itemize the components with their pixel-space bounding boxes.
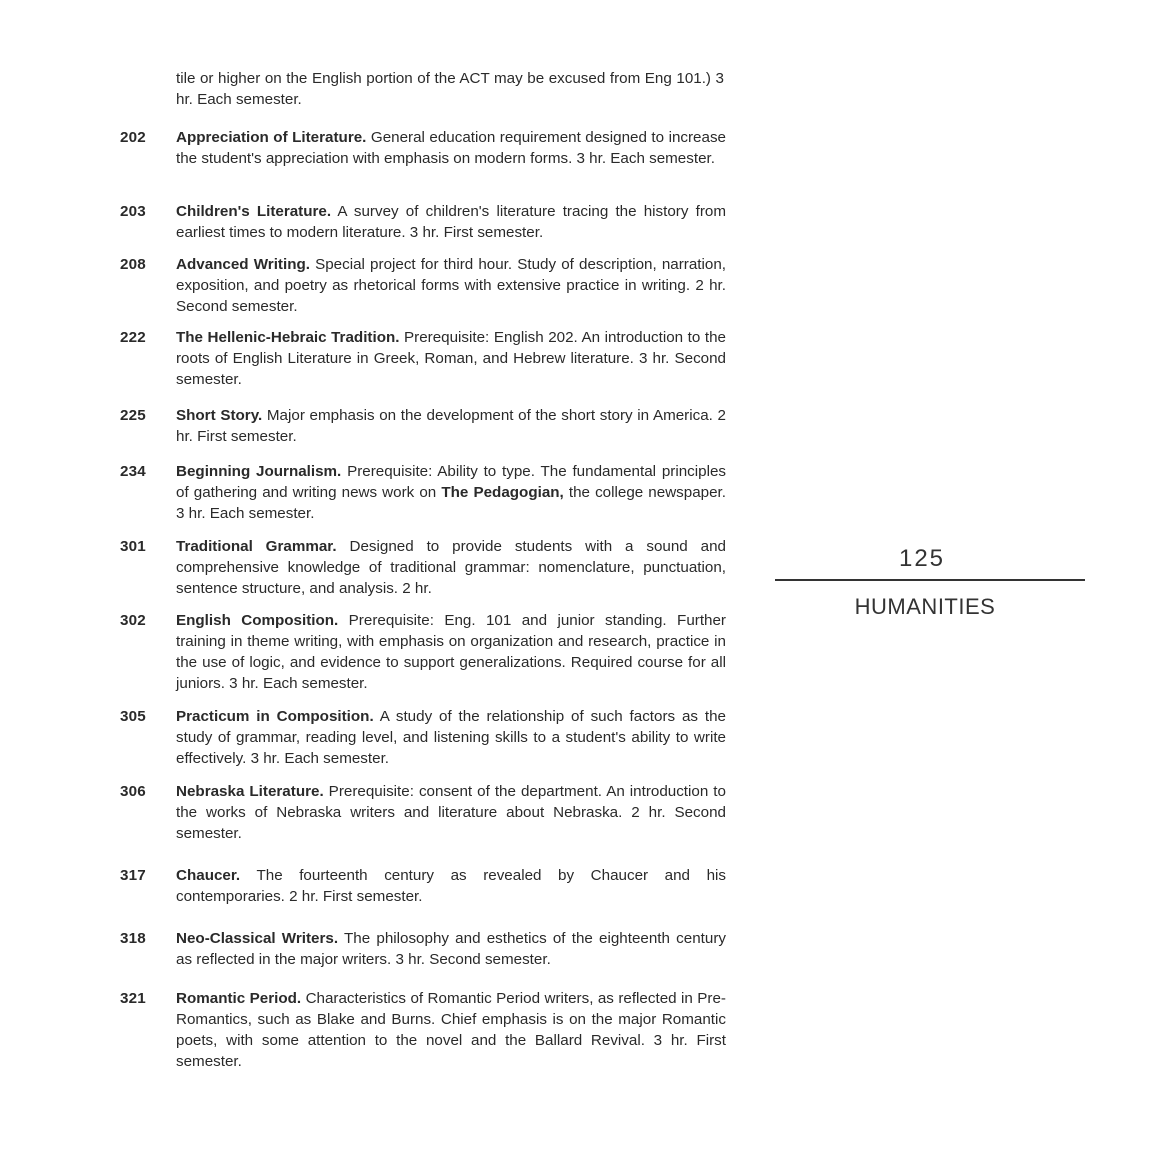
course-text: Prerequisite: consent of the department. An introduction to the works of Nebraska writers and literature about Nebraska. 2 hr. Second semester. (176, 783, 726, 842)
course-entry (120, 405, 726, 447)
course-description (176, 988, 726, 1072)
course-description (176, 536, 726, 599)
course-entry (120, 254, 726, 317)
course-title: Chaucer. (176, 867, 241, 884)
course-title: The Hellenic-Hebraic Tradition. (176, 329, 400, 346)
course-text: A study of the relationship of such factors as the study of grammar, reading level, and listening skills to a student's ability to write effectively. 3 hr. Each semester. (176, 708, 726, 767)
course-title: English Composition. (176, 612, 339, 629)
course-number: 302 (120, 612, 146, 629)
course-text: General education requirement designed to increase the student's appreciation with emphasis on modern forms. 3 hr. Each semester. (176, 129, 726, 167)
course-description (176, 610, 726, 694)
course-entry (120, 536, 726, 599)
course-title: Traditional Grammar. (176, 538, 337, 555)
course-entry (120, 461, 726, 524)
newspaper-name: The Pedagogian, (441, 484, 564, 501)
course-text: The philosophy and esthetics of the eighteenth century as reflected in the major writers. 3 hr. Second semester. (176, 930, 726, 968)
course-text: Prerequisite: Eng. 101 and junior standing. Further training in theme writing, with emphasis on organization and research, practice in the use of logic, and evidence to support generalizations. Required course for all juniors. 3 hr. Each semester. (176, 612, 726, 692)
course-number: 318 (120, 930, 146, 947)
course-entry (120, 127, 726, 169)
course-entry (120, 928, 726, 970)
course-number: 208 (120, 256, 146, 273)
course-number: 222 (120, 329, 146, 346)
course-entry (120, 201, 726, 243)
course-entry (120, 781, 726, 844)
course-description (176, 405, 726, 447)
course-title: Neo-Classical Writers. (176, 930, 339, 947)
course-text: The fourteenth century as revealed by Chaucer and his contemporaries. 2 hr. First semester. (176, 867, 726, 905)
course-entry (120, 610, 726, 694)
page-number: 125 (898, 545, 946, 572)
course-title: Short Story. (176, 407, 263, 424)
course-description (176, 865, 726, 907)
course-text: A survey of children's literature tracing the history from earliest times to modern literature. 3 hr. First semester. (176, 203, 726, 241)
course-entry (120, 327, 726, 390)
course-text: Prerequisite: English 202. An introduction to the roots of English Literature in Greek, Roman, and Hebrew literature. 3 hr. Second semester. (176, 329, 726, 388)
course-number: 301 (120, 538, 146, 555)
course-description (176, 127, 726, 169)
course-title: Children's Literature. (176, 203, 332, 220)
course-title: Appreciation of Literature. (176, 129, 367, 146)
course-title: Nebraska Literature. (176, 783, 324, 800)
course-description (176, 781, 726, 844)
course-number: 225 (120, 407, 146, 424)
course-text: Prerequisite: Ability to type. The fundamental principles of gathering and writing news work on (176, 463, 726, 501)
course-description (176, 201, 726, 243)
course-title: Beginning Journalism. (176, 463, 342, 480)
course-number: 306 (120, 783, 146, 800)
course-title: Advanced Writing. (176, 256, 310, 273)
course-title: Practicum in Composition. (176, 708, 374, 725)
course-number: 203 (120, 203, 146, 220)
course-number: 317 (120, 867, 146, 884)
course-text: Designed to provide students with a sound and comprehensive knowledge of traditional grammar: nomenclature, punctuation, sentence structure, and analysis. 2 hr. (176, 538, 726, 597)
divider (775, 579, 1085, 581)
course-description (176, 928, 726, 970)
course-text: Major emphasis on the development of the short story in America. 2 hr. First semester. (176, 407, 726, 445)
course-description (176, 461, 726, 524)
course-title: Romantic Period. (176, 990, 302, 1007)
course-description (176, 327, 726, 390)
course-number: 305 (120, 708, 146, 725)
course-description (176, 254, 726, 317)
course-number: 202 (120, 129, 146, 146)
course-entry (120, 865, 726, 907)
course-text: Characteristics of Romantic Period writers, as reflected in Pre-Romantics, such as Blake and Burns. Chief emphasis is on the major Romantic poets, with some attention to the novel and the Ballard Revival. 3 hr. First semester. (176, 990, 726, 1070)
course-number: 234 (120, 463, 146, 480)
course-text: the college newspaper. 3 hr. Each semester. (176, 484, 726, 522)
section-label: HUMANITIES (854, 594, 996, 619)
course-number: 321 (120, 990, 146, 1007)
intro-continuation: tile or higher on the English portion of the ACT may be excused from Eng 101.) 3 hr. Each semester. (176, 70, 724, 108)
course-entry (120, 706, 726, 769)
course-entry (120, 988, 726, 1072)
course-description (176, 706, 726, 769)
course-text: Special project for third hour. Study of description, narration, exposition, and poetry as rhetorical forms with extensive practice in writing. 2 hr. Second semester. (176, 256, 726, 315)
